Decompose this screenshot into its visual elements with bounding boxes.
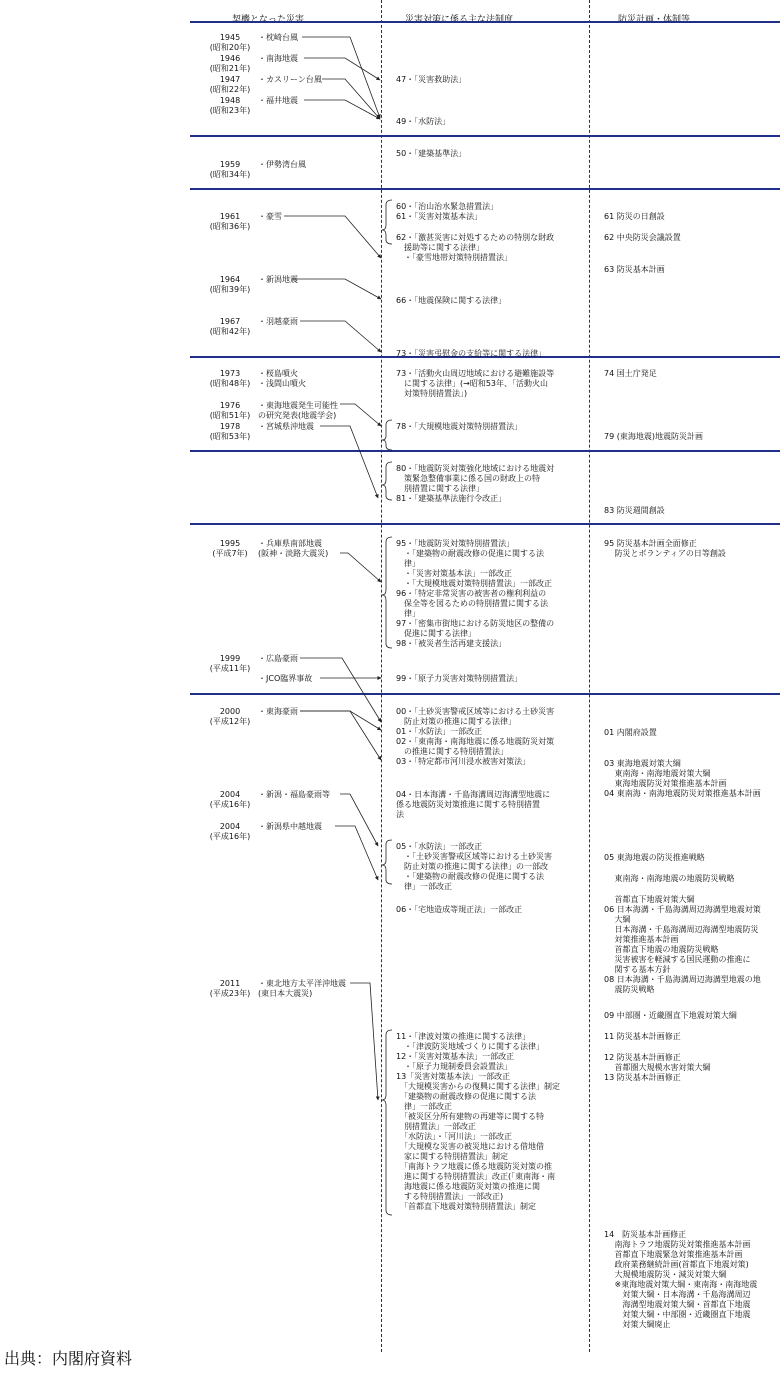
- plan-entry: 14 防災基本計画修正 南海トラフ地震防災対策推進基本計画 首都直下地震緊急対策推進基本計画 政府業務継続計画(首都直下地震対策) 大規模地震防災・減災対策大綱 ※東海地震対策大綱・東南海・南海地震 対策大綱・日本海溝・千島海溝周辺 海溝型地震対策大綱・首都直下地震 対策大綱・中部圏・近畿圏直下地震 対策大綱廃止: [604, 1230, 758, 1329]
- plan-entry: 東南海・南海地震の地震防災戦略: [604, 874, 735, 883]
- plan-entry: 首都直下地震対策大綱 06 日本海溝・千島海溝周辺海溝型地震対策 大綱 日本海溝・千島海溝周辺海溝型地震防災 対策推進基本計画 首都直下地震の地震防災戦略 災害被害を軽減する国民運動の推進に 関する基本方針 08 日本海溝・千島海溝周辺海溝型地震の地 震防災戦略: [604, 895, 761, 994]
- plan-entry: 11 防災基本計画修正: [604, 1032, 681, 1041]
- disaster-event: ・新潟・福島豪雨等: [258, 790, 330, 799]
- connector-arrow: [350, 983, 378, 1100]
- law-entry: 11・「津波対策の推進に関する法律」 ・「津波防災地域づくりに関する法律」 12・「災害対策基本法」一部改正 ・「原子力規制委員会設置法」 13「災害対策基本法」一部改正 「大規模災害からの復興に関する法律」制定 「建築物の耐震改修の促進に関する法 律」一部改正 「被災区分所有建物の再建等に関する特 別措置法」一部改正 「水防法」・「河川法」一部改正 「大規模な災害の被災地における借地借 家に関する特別措置法」制定 「南海トラフ地震に係る地震防災対策の推 進に関する特別措置法」改正(「東南海・南 海地震に係る地震防災対策の推進に関 する特別措置法」一部改正) 「首都直下地震対策特別措置法」制定: [396, 1032, 560, 1211]
- plan-entry: 09 中部圏・近畿圏直下地震対策大綱: [604, 1011, 737, 1020]
- year-label: 1995 (平成7年): [212, 539, 248, 558]
- connector-arrow: [320, 426, 378, 498]
- connector-arrow: [322, 79, 380, 119]
- disaster-event: ・東海豪雨: [258, 707, 298, 716]
- connector-arrow: [340, 553, 381, 582]
- year-label: 1999 (平成11年): [209, 654, 251, 673]
- header-laws: 災害対策に係る主な法制度: [405, 15, 514, 25]
- plan-entry: 74 国土庁発足: [604, 369, 657, 378]
- disaster-event: ・東北地方太平洋沖地震 (東日本大震災): [258, 979, 346, 998]
- disaster-event: ・枕崎台風: [258, 33, 298, 42]
- disaster-event: ・兵庫県南部地震 (阪神・淡路大震災): [258, 539, 329, 558]
- year-label: 1964 (昭和39年): [209, 275, 251, 294]
- disaster-event: ・新潟県中越地震: [258, 822, 322, 831]
- connector-arrow: [284, 216, 381, 258]
- law-entry: 49・「水防法」: [396, 117, 451, 126]
- disaster-event: ・カスリーン台風: [258, 75, 322, 84]
- group-brace: [382, 1030, 392, 1215]
- disaster-event: ・羽越豪雨: [258, 317, 298, 326]
- law-entry: 66・「地震保険に関する法律」: [396, 296, 507, 305]
- disaster-event: ・南海地震: [258, 54, 298, 63]
- plan-entry: 05 東海地震の防災推進戦略: [604, 853, 705, 862]
- group-brace: [382, 462, 392, 500]
- year-label: 1959 (昭和34年): [209, 160, 251, 179]
- disaster-event: ・桜島噴火 ・浅間山噴火: [258, 369, 306, 388]
- plan-entry: 83 防災週間創設: [604, 506, 665, 515]
- disaster-event: ・宮城県沖地震: [258, 422, 314, 431]
- year-label: 1947 (昭和22年): [209, 75, 251, 94]
- plan-entry: 95 防災基本計画全面修正 防災とボランティアの日等創設: [604, 539, 726, 558]
- year-label: 1961 (昭和36年): [209, 212, 251, 231]
- law-entry: 73・「災害弔慰金の支給等に関する法律」: [396, 349, 547, 358]
- source-note: 出典：内閣府資料: [4, 1349, 133, 1368]
- year-label: 2000 (平成12年): [209, 707, 251, 726]
- disaster-event: ・新潟地震: [258, 275, 298, 284]
- plan-entry: 62 中央防災会議設置: [604, 233, 681, 242]
- connector-arrow: [292, 279, 381, 299]
- plan-entry: 01 内閣府設置: [604, 728, 657, 737]
- law-entry: 50・「建築基準法」: [396, 149, 467, 158]
- year-label: 1978 (昭和53年): [209, 422, 251, 441]
- law-entry: 95・「地震防災対策特別措置法」 ・「建築物の耐震改修の促進に関する法 律」 ・「災害対策基本法」一部改正 ・「大規模地震対策特別措置法」一部改正 96・「特定非常災害の被害者の権利利益の 保全等を図るための特別措置に関する法 律」 97・「密集市街地における防災地区の整備の 促進に関する法律」 98・「被災者生活再建支援法」: [396, 539, 555, 648]
- header-plans: 防災計画・体制等: [618, 15, 691, 25]
- connector-arrow: [300, 711, 381, 760]
- connector-arrow: [304, 58, 380, 80]
- law-entry: 47・「災害救助法」: [396, 75, 467, 84]
- group-brace: [382, 420, 392, 450]
- plan-entry: 61 防災の日創設: [604, 212, 665, 221]
- year-label: 2011 (平成23年): [209, 979, 251, 998]
- law-entry: 80・「地震防災対策強化地域における地震対 策緊急整備事業に係る国の財政上の特 別措置に関する法律」 81・「建築基準法施行令改正」: [396, 464, 555, 503]
- year-label: 1946 (昭和21年): [209, 54, 251, 73]
- disaster-event: ・伊勢湾台風: [258, 160, 306, 169]
- year-label: 1948 (昭和23年): [209, 96, 251, 115]
- law-entry: 73・「活動火山周辺地域における避難施設等 に関する法律」(→昭和53年、「活動火山 対策特別措置法」): [396, 369, 555, 398]
- connector-arrow: [304, 100, 380, 119]
- year-label: 2004 (平成16年): [209, 822, 251, 841]
- law-entry: 00・「土砂災害警戒区域等における土砂災害 防止対策の推進に関する法律」 01・「水防法」一部改正 02・「東南海・南海地震に係る地震防災対策 の推進に関する特別措置法」 03・「特定都市河川浸水被害対策法」: [396, 707, 555, 766]
- header-disasters: 契機となった災害: [232, 15, 305, 25]
- law-entry: 60・「治山治水緊急措置法」 61・「災害対策基本法」: [396, 202, 499, 221]
- law-entry: 05・「水防法」一部改正 ・「土砂災害警戒区域等における土砂災害 防止対策の推進に関する法律」の一部改 ・「建築物の耐震改修の促進に関する法 律」一部改正: [396, 842, 552, 891]
- plan-entry: 63 防災基本計画: [604, 265, 665, 274]
- group-brace: [382, 537, 392, 648]
- disaster-event: ・広島豪雨: [258, 654, 298, 663]
- group-brace: [382, 200, 392, 244]
- year-label: 2004 (平成16年): [209, 790, 251, 809]
- disaster-event: ・福井地震: [258, 96, 298, 105]
- connector-arrow: [300, 658, 381, 722]
- law-entry: 06・「宅地造成等規正法」一部改正: [396, 905, 523, 914]
- plan-entry: 03 東海地震対策大綱 東南海・南海地震対策大綱 東海地震防災対策推進基本計画 04 東南海・南海地震防災対策推進基本計画: [604, 759, 761, 798]
- disaster-event: ・東海地震発生可能性 の研究発表(地震学会): [258, 401, 338, 420]
- disaster-event: ・JCO臨界事故: [258, 674, 313, 683]
- connector-arrow: [340, 404, 381, 426]
- law-entry: 62・「激甚災害に対処するための特別な財政 援助等に関する法律」 ・「豪雪地帯対策特別措置法」: [396, 233, 555, 262]
- connector-arrow: [300, 321, 381, 352]
- year-label: 1945 (昭和20年): [209, 33, 251, 52]
- year-label: 1973 (昭和48年): [209, 369, 251, 388]
- law-entry: 78・「大規模地震対策特別措置法」: [396, 422, 523, 431]
- law-entry: 99・「原子力災害対策特別措置法」: [396, 674, 523, 683]
- law-entry: 04・日本海溝・千島海溝周辺海溝型地震に 係る地震防災対策推進に関する特別措置 法: [396, 790, 551, 819]
- disaster-event: ・豪雪: [258, 212, 282, 221]
- group-brace: [382, 840, 392, 884]
- plan-entry: 79 (東海地震)地震防災計画: [604, 432, 703, 441]
- connector-arrow: [340, 794, 378, 846]
- year-label: 1976 (昭和51年): [209, 401, 251, 420]
- plan-entry: 12 防災基本計画修正 首都圏大規模水害対策大綱 13 防災基本計画修正: [604, 1053, 711, 1082]
- connector-arrow: [300, 711, 381, 730]
- year-label: 1967 (昭和42年): [209, 317, 251, 336]
